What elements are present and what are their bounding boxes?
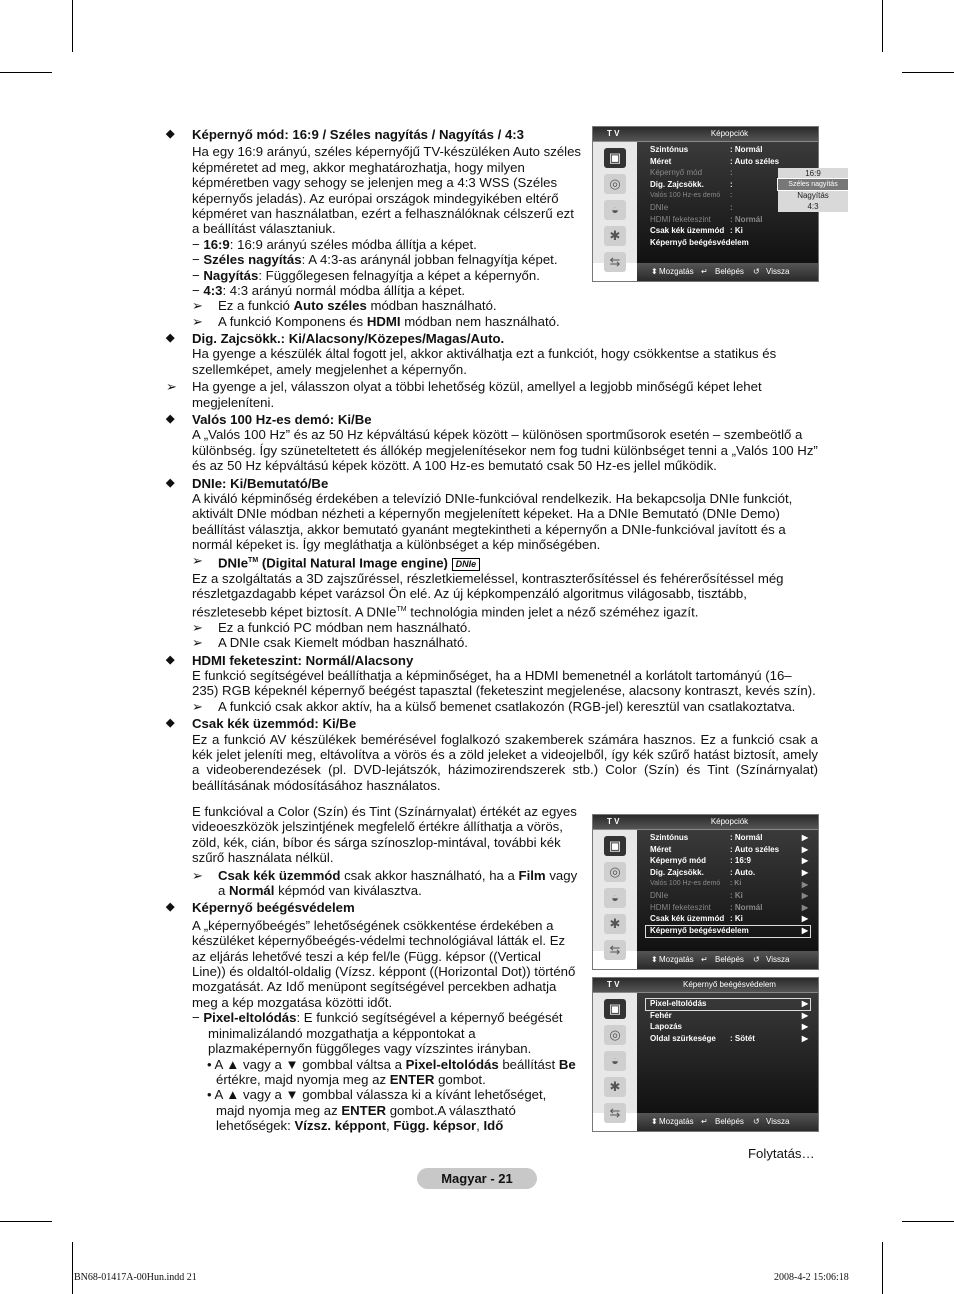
crop-mark — [882, 0, 883, 52]
note: ➢ A funkció Komponens és HDMI módban nem használható. — [192, 313, 560, 329]
menu-row[interactable]: Oldal szürkesége : Sötét ▶ — [650, 1034, 808, 1043]
arrow-icon: ➢ — [192, 619, 204, 635]
note: ➢ Ez a funkció PC módban nem használható. — [192, 619, 471, 635]
arrow-right-icon: ▶ — [801, 845, 808, 854]
menu-row[interactable]: Méret : Auto széles — [650, 157, 780, 166]
menu-footer: ⬍ Mozgatás ↵ Belépés ↺ Vissza — [637, 263, 818, 281]
menu-title-bar: T V Képernyő beégésvédelem — [593, 978, 818, 993]
note-dnie: ➢ DNIe™ (Digital Natural Image engine) DNIe — [166, 553, 818, 571]
arrow-icon: ➢ — [192, 867, 204, 883]
menu-row[interactable]: Szintónus : Normál ▶ — [650, 833, 808, 842]
heading-burn-protection: ◆ Képernyő beégésvédelem — [166, 900, 355, 916]
arrow-icon: ➢ — [166, 379, 178, 395]
print-slug-file: BN68-01417A-00Hun.indd 21 — [74, 1272, 197, 1283]
note: ➢ Ez a funkció Auto széles módban használható. — [192, 298, 497, 314]
paragraph: Ha gyenge a készülék által fogott jel, akkor aktiválhatja ezt a funkciót, hogy csökkentse a statikus és szellemképet, amely megjelenhet a képernyőn. — [192, 346, 777, 377]
menu-row[interactable]: HDMI feketeszint : Normál — [650, 215, 763, 224]
note: ➢ A DNIe csak Kiemelt módban használható. — [192, 635, 468, 651]
setup-icon[interactable]: ✱ — [604, 226, 626, 246]
paragraph: Ez a szolgáltatás a 3D zajszűréssel, részletkiemeléssel, kontraszterősítéssel és fehérerősítéssel még részletgazdagabb képet varázsol Ön elé. Az új képkompenzáló algoritmus világosabb, tisztább, részletesebb képet biztosít. A DNIe™ technológia minden jelet a néző széméhez igazít. — [192, 571, 784, 620]
popup-option[interactable]: 4:3 — [807, 202, 819, 211]
heading-noise-reduction: ◆ Dig. Zajcsökk.: Ki/Alacsony/Közepes/Magas/Auto. — [166, 331, 505, 346]
arrow-right-icon: ▶ — [801, 1022, 808, 1031]
menu-sidebar — [593, 142, 637, 269]
move-icon: ⬍ — [651, 267, 658, 276]
return-icon: ↺ — [753, 267, 760, 276]
input-icon[interactable]: ⇆ — [604, 940, 626, 960]
crop-mark — [72, 0, 73, 52]
menu-row[interactable]: Csak kék üzemmód : Ki — [650, 226, 743, 235]
arrow-icon: ➢ — [192, 313, 204, 329]
menu-title-bar: T V Képopciók — [593, 815, 818, 830]
list-item: • A ▲ vagy a ▼ gombbal váltsa a Pixel-eltolódás beállítást Be értékre, majd nyomja meg az ENTER gombot. — [207, 1056, 576, 1087]
channel-icon[interactable]: ◒ — [604, 1051, 626, 1071]
setup-icon[interactable]: ✱ — [604, 1077, 626, 1097]
crop-mark — [882, 1242, 883, 1294]
menu-row[interactable]: Képernyő beégésvédelem — [650, 238, 749, 247]
arrow-right-icon: ▶ — [801, 903, 808, 912]
menu-row[interactable]: Valós 100 Hz-es demó : — [650, 192, 733, 199]
paragraph: A kiváló képminőség érdekében a televízió DNIe-funkcióval rendelkezik. Ha bekapcsolja DNIe funkciót, aktivált DNIe módban nézheti a képernyőn megjelenített képeket. Ha a DNIe Bemutató (DNIe Demo) beállítást választja, akkor bemutató gyanánt megtekintheti a képernyőn a DNIe-funkcióval javított és a normál képeket is. Így megláthatja a különbséget a kép minőségében. — [192, 491, 793, 553]
heading-100hz-demo: ◆ Valós 100 Hz-es demó: Ki/Be — [166, 412, 372, 428]
popup-option-selected[interactable]: Széles nagyítás — [778, 179, 848, 190]
arrow-icon: ➢ — [192, 298, 204, 314]
arrow-icon: ➢ — [192, 698, 204, 714]
arrow-right-icon: ▶ — [801, 833, 808, 842]
section-screen-mode — [166, 127, 584, 329]
menu-footer: ⬍ Mozgatás ↵ Belépés ↺ Vissza — [637, 1113, 818, 1131]
setup-icon[interactable]: ✱ — [604, 914, 626, 934]
picture-icon[interactable]: ▣ — [604, 148, 626, 168]
menu-sidebar — [593, 993, 637, 1120]
crop-mark — [72, 1242, 73, 1294]
page-number-badge: Magyar - 21 — [417, 1168, 537, 1189]
list-item: − Nagyítás: Függőlegesen felnagyítja a képet a képernyőn. — [192, 267, 540, 283]
popup-option[interactable]: 16:9 — [805, 169, 821, 178]
return-icon: ↺ — [753, 1117, 760, 1126]
paragraph: E funkcióval a Color (Szín) és Tint (Színárnyalat) értékét az egyes videoeszközök jelszintjének megfelelő értékre állíthatja a vörös, zöld, kék, cián, bíbor és sárga színoszlop-mintával, további kék szűrő használata nélkül. — [192, 804, 577, 866]
arrow-right-icon: ▶ — [801, 926, 808, 935]
heading-blue-only: ◆ Csak kék üzemmód: Ki/Be — [166, 716, 357, 732]
crop-mark — [0, 1221, 52, 1222]
list-item: − Pixel-eltolódás: E funkció segítségével a képernyő beégését minimalizálandó mozgathatja a képpontokat a plazmaképernyőn függőleges vagy vízszintes irányban. — [192, 1010, 563, 1057]
list-item: − 4:3: 4:3 arányú normál módba állítja a képet. — [192, 283, 466, 299]
menu-row[interactable]: Fehér ▶ — [650, 1011, 808, 1020]
sound-icon[interactable]: ◎ — [604, 1025, 626, 1045]
picture-icon[interactable]: ▣ — [604, 836, 626, 856]
menu-row[interactable]: HDMI feketeszint : Normál ▶ — [650, 903, 808, 912]
heading-hdmi-black-level: ◆ HDMI feketeszint: Normál/Alacsony — [166, 652, 414, 668]
menu-footer: ⬍ Mozgatás ↵ Belépés ↺ Vissza — [637, 951, 818, 969]
enter-icon: ↵ — [701, 267, 708, 276]
paragraph: E funkció segítségével beállíthatja a képminőséget, ha a HDMI bemenetnél a korlátolt tartományú (16–235) RGB képeknél képernyő beégést tapasztal (feketeszint megjelenése, alacsony kontraszt, kevés szín). — [192, 667, 816, 699]
menu-row[interactable]: DNIe : Ki ▶ — [650, 891, 808, 900]
arrow-right-icon: ▶ — [801, 1034, 808, 1043]
menu-row[interactable]: Képernyő mód : — [650, 168, 733, 177]
arrow-right-icon: ▶ — [801, 999, 808, 1008]
menu-row[interactable]: Dig. Zajcsökk. : — [650, 180, 733, 189]
screen-mode-popup — [778, 168, 848, 212]
move-icon: ⬍ — [651, 955, 658, 964]
paragraph: Ez a funkció AV készülékek bemérésével foglalkozó szakemberek számára hasznos. Ez a funkció csak a kék jelet jeleníti meg, eltávolítva a vörös és a zöld jeleket a videojelből, így kék szűrő hatást biztosít, amely a videoberendezések (pl. DVD-lejátszók, házimozirendszerek stb.) Color (Szín) és Tint (Színárnyalat) beállításának módosításához használatos. — [192, 731, 818, 793]
arrow-icon: ➢ — [192, 635, 204, 651]
arrow-right-icon: ▶ — [801, 856, 808, 865]
arrow-right-icon: ▶ — [801, 868, 808, 877]
channel-icon[interactable]: ◒ — [604, 200, 626, 220]
arrow-right-icon: ▶ — [801, 891, 808, 900]
enter-icon: ↵ — [701, 1117, 708, 1126]
menu-row-selected[interactable]: Képernyő beégésvédelem ▶ — [646, 926, 810, 937]
menu-row[interactable]: Méret : Auto széles ▶ — [650, 845, 808, 854]
menu-row[interactable]: Lapozás ▶ — [650, 1022, 808, 1031]
arrow-right-icon: ▶ — [801, 1011, 808, 1020]
list-item: − 16:9: 16:9 arányú széles módba állítja a képet. — [192, 236, 477, 252]
note: ➢ Ha gyenge a jel, válasszon olyat a többi lehetőség közül, amellyel a legjobb minőségű képet lehet megjeleníteni. — [166, 379, 762, 410]
return-icon: ↺ — [753, 955, 760, 964]
menu-row[interactable]: Szintónus : Normál — [650, 145, 763, 154]
menu-content — [637, 830, 818, 951]
channel-icon[interactable]: ◒ — [604, 888, 626, 908]
section-burn-protection — [166, 804, 578, 1134]
menu-row[interactable]: Dig. Zajcsökk. : Auto. ▶ — [650, 868, 808, 877]
crop-mark — [902, 1221, 954, 1222]
menu-row[interactable]: Képernyő mód : 16:9 ▶ — [650, 856, 808, 865]
osd-menu-picture-options — [592, 126, 838, 282]
sound-icon[interactable]: ◎ — [604, 174, 626, 194]
enter-icon: ↵ — [701, 955, 708, 964]
picture-icon[interactable]: ▣ — [604, 999, 626, 1019]
paragraph: Ha egy 16:9 arányú, széles képernyőjű TV-készüléken Auto széles képméretet ad meg, akkor meghatározhatja, hogy milyen képméretben vagy sehogy se jelenjen meg a 4:3 WSS (Széles képernyős jeladás). Az európai országok mindegyikében eltérő képméret van használatban, ezért a felhasználóknak célszerű ezt a beállítást választaniuk. — [192, 144, 582, 237]
input-icon[interactable]: ⇆ — [604, 252, 626, 272]
heading-dnie: ◆ DNIe: Ki/Bemutató/Be — [166, 475, 329, 491]
list-item: • A ▲ vagy a ▼ gombbal válassza ki a kívánt lehetőséget, majd nyomja meg az ENTER gombot.A választható lehetőségek: Vízsz. képpont, Függ. képsor, Idő — [207, 1087, 547, 1134]
crop-mark — [902, 72, 954, 73]
popup-option[interactable]: Nagyítás — [797, 191, 829, 200]
sound-icon[interactable]: ◎ — [604, 862, 626, 882]
list-item: − Széles nagyítás: A 4:3-as aránynál jobban felnagyítja képet. — [192, 252, 558, 268]
crop-mark — [0, 72, 52, 73]
menu-content — [637, 142, 838, 263]
menu-sidebar — [593, 830, 637, 957]
menu-row[interactable]: Csak kék üzemmód : Ki ▶ — [650, 914, 808, 923]
note: ➢ A funkció csak akkor aktív, ha a külső bemenet csatlakozón (RGB-jel) keresztül van csatlakoztatva. — [192, 698, 796, 714]
menu-row[interactable]: DNIe : — [650, 203, 733, 212]
continue-label: Folytatás… — [748, 1146, 815, 1161]
arrow-icon: ➢ — [192, 552, 204, 568]
note: ➢ Csak kék üzemmód csak akkor használható, ha a Film vagy a Normál képmód van kiválasztva. — [192, 867, 578, 899]
paragraph: A „Valós 100 Hz” és az 50 Hz képváltású képek között – különösen sportműsorok esetén – szembeötlő a különbség. Így szüneteltetett és állókép megjelenítésekor nem fog tudni különbséget tenni a „Valós 100 Hz” és az 50 Hz képváltású képek között. A 100 Hz-es bemutató csak 50 Hz-es jellel működik. — [192, 427, 818, 474]
menu-row[interactable]: Valós 100 Hz-es demó : Ki ▶ — [650, 880, 808, 889]
menu-row-selected[interactable]: Pixel-eltolódás ▶ — [646, 999, 810, 1010]
arrow-right-icon: ▶ — [801, 880, 808, 889]
osd-menu-burn-protection — [592, 977, 819, 1132]
arrow-right-icon: ▶ — [801, 914, 808, 923]
menu-content — [637, 993, 818, 1113]
print-slug-date: 2008-4-2 15:06:18 — [774, 1272, 849, 1283]
move-icon: ⬍ — [651, 1117, 658, 1126]
osd-menu-picture-options — [592, 814, 819, 970]
dnie-logo: DNIe — [452, 558, 481, 571]
heading-screen-mode: ◆ Képernyő mód: 16:9 / Széles nagyítás / Nagyítás / 4:3 — [166, 127, 525, 142]
input-icon[interactable]: ⇆ — [604, 1103, 626, 1123]
section-noise-reduction — [166, 331, 818, 793]
paragraph: A „képernyőbeégés” lehetőségének csökkentése érdekében a készüléket képernyőbeégés-védelmi technológiával látták el. Ez az eljárás lehetővé teszi a kép fel/le (Függ. képsor ((Vertical Line)) és oldaltól-oldalig (Vízsz. képpont ((Horizontal Dot)) történő mozgatását. Az Idő menüpont segítségével percekben adhatja meg a kép mozgatása közötti időt. — [192, 917, 576, 1010]
menu-title-bar: T V Képopciók — [593, 127, 818, 142]
